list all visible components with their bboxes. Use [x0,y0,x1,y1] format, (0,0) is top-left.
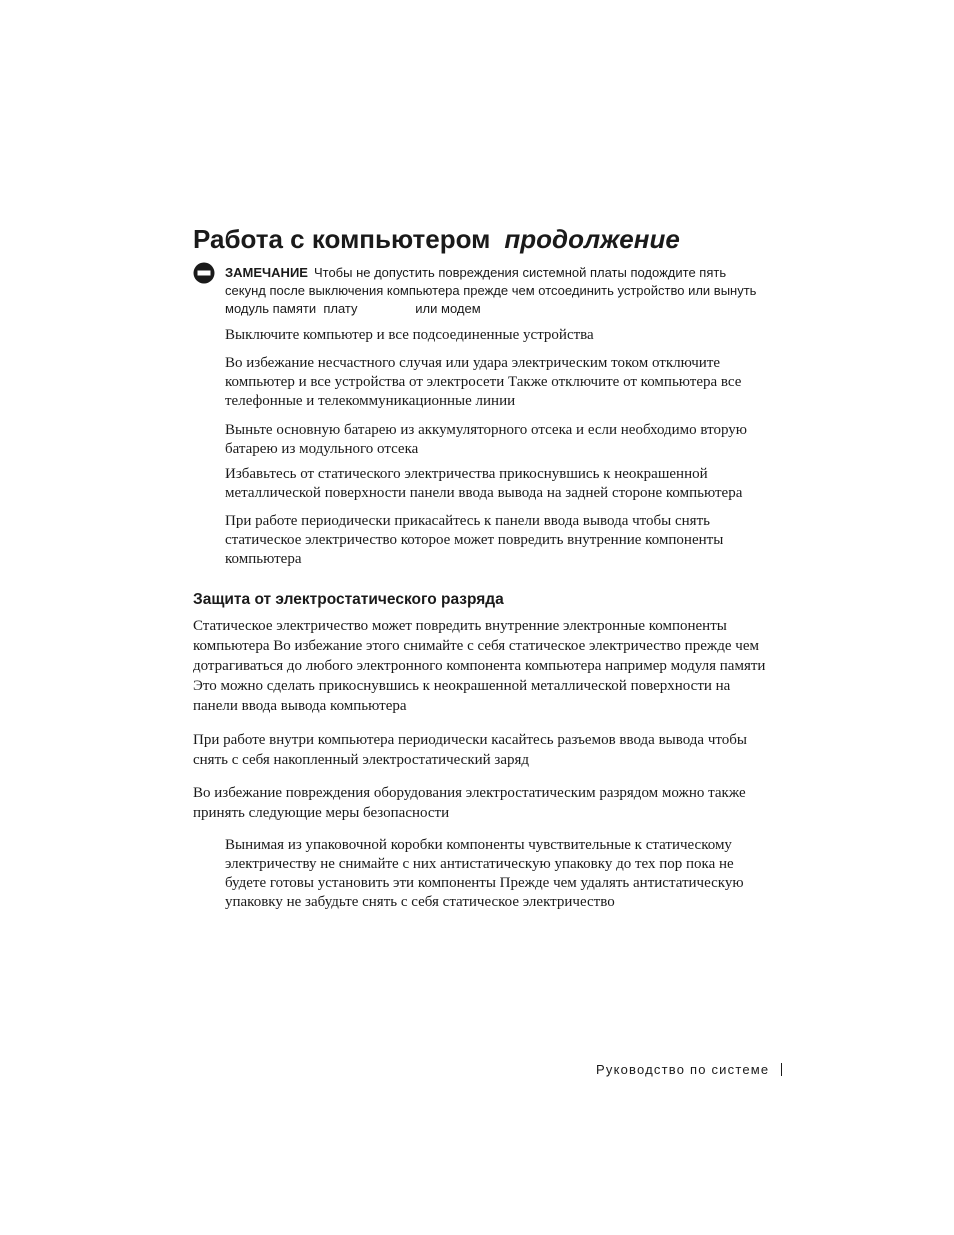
page-title [193,222,680,256]
esd-bullet [225,836,744,912]
step-text: металлической поверхности панели ввода вывода на задней стороне компьютера [225,485,743,501]
step-text: Избавьтесь от статического электричества прикоснувшись к неокрашенной [225,466,708,482]
paragraph-text: компьютера Во избежание этого снимайте с себя статическое электричество прежде чем [193,638,759,654]
notice-line-1 [225,264,815,282]
notice-text: модуль памяти плату или модем [225,301,481,316]
step-text: компьютера [225,551,302,567]
step-text: статическое электричество которое может повредить внутренние компоненты [225,532,724,548]
bullet-text: упаковку не забудьте снять с себя статическое электричество [225,894,615,910]
paragraph-text: Статическое электричество может повредить внутренние электронные компоненты [193,618,727,634]
notice-block [225,264,815,318]
step-text: батарею из модульного отсека [225,441,419,457]
notice-label: ЗАМЕЧАНИЕ [225,265,308,280]
esd-paragraph-3 [193,783,746,823]
notice-text: Чтобы не допустить повреждения системной платы подождите пять [313,265,727,280]
step-4 [225,465,742,503]
page-title-main: Работа с компьютером [193,224,491,254]
paragraph-text: Во избежание повреждения оборудования электростатическим разрядом можно также [193,785,746,801]
paragraph-text: принять следующие меры безопасности [193,805,450,821]
footer-divider [781,1063,782,1076]
step-text: компьютер и все устройства от электросети Также отключите от компьютера все [225,374,742,390]
paragraph-text: снять с себя накопленный электростатический заряд [193,752,530,768]
step-5 [225,512,723,569]
paragraph-text: Это можно сделать прикоснувшись к неокрашенной металлической поверхности на [193,678,731,694]
bullet-text: будете готовы установить эти компоненты Прежде чем удалять антистатическую [225,875,744,891]
bullet-text: Вынимая из упаковочной коробки компоненты чувствительные к статическому [225,837,732,853]
footer-title: Руководство по системе [596,1062,770,1077]
notice-text: секунд после выключения компьютера прежде чем отсоединить устройство или вынуть [225,283,757,298]
esd-paragraph-2 [193,730,747,770]
step-text: Выньте основную батарею из аккумуляторного отсека и если необходимо вторую [225,422,747,438]
step-2 [225,354,741,411]
step-1 [225,326,594,345]
paragraph-text: панели ввода вывода компьютера [193,698,407,714]
paragraph-text: При работе внутри компьютера периодически касайтесь разъемов ввода вывода чтобы [193,732,747,748]
step-text: Во избежание несчастного случая или удара электрическим током отключите [225,355,721,371]
esd-paragraph-1 [193,616,765,716]
page-footer [596,1062,782,1077]
section-heading: Защита от электростатического разряда [193,591,504,608]
page-title-continued: продолжение [504,224,680,254]
notice-icon [193,262,215,284]
step-text: телефонные и телекоммуникационные линии [225,393,516,409]
step-text: Выключите компьютер и все подсоединенные устройства [225,327,594,343]
step-text: При работе периодически прикасайтесь к панели ввода вывода чтобы снять [225,513,710,529]
paragraph-text: дотрагиваться до любого электронного компонента компьютера например модуля памяти [193,658,766,674]
step-3 [225,421,747,459]
bullet-text: электричеству не снимайте с них антистатическую упаковку до тех пор пока не [225,856,734,872]
